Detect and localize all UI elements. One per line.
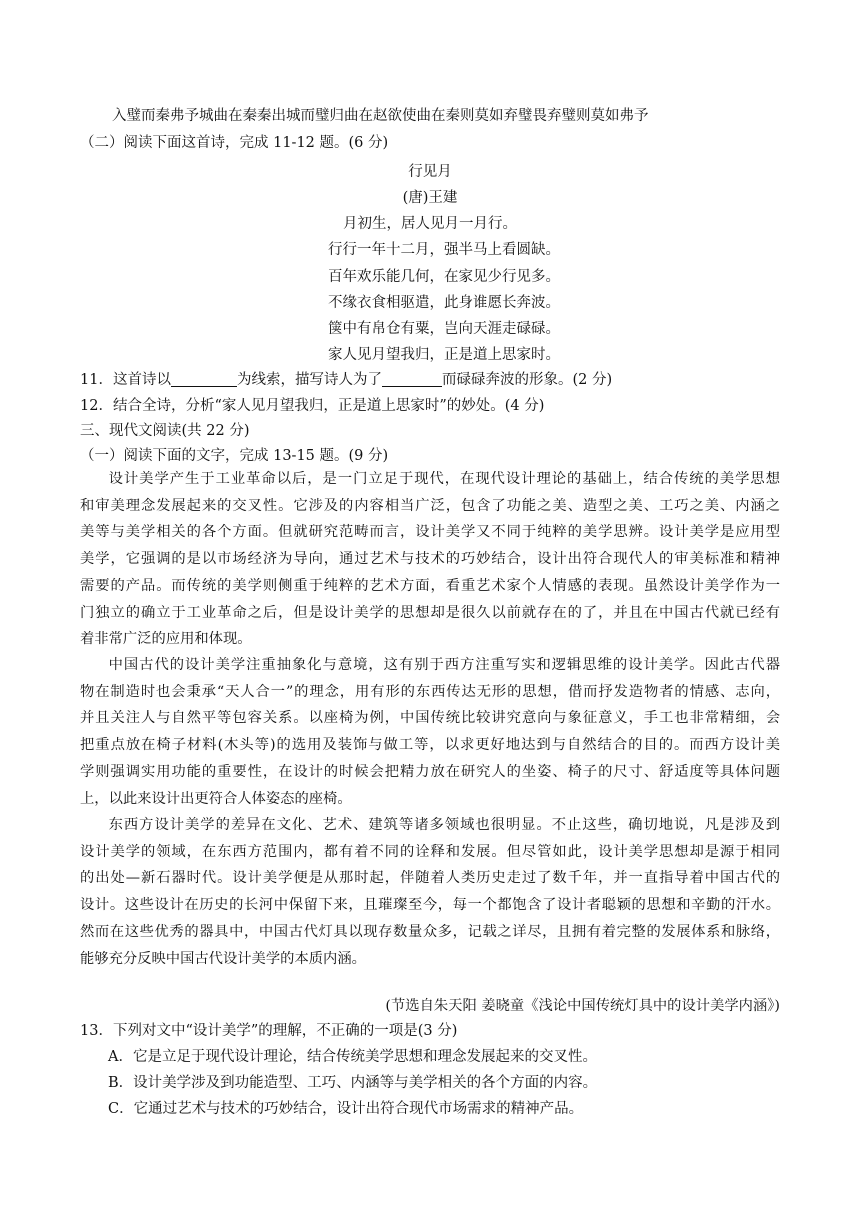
passage-line: 把重点放在椅子材料(木头等)的选用及装饰与做工等，以求更好地达到与自然结合的目的。而西方设计美	[80, 737, 780, 754]
passage-line: 并且关注人与自然平等包容关系。以座椅为例，中国传统比较讲究意向与象征意义，手工也非常精细，会	[80, 710, 780, 727]
q11-blank-1[interactable]	[171, 372, 237, 387]
passage-line: 设计美学的领域，在东西方范围内，都有着不同的诠释和发展。但尽管如此，设计美学思想却是源于相同	[80, 843, 780, 860]
passage-line: 东西方设计美学的差异在文化、艺术、建筑等诸多领域也很明显。不止这些，确切地说，凡是涉及到	[108, 817, 780, 833]
passage-source: (节选自朱天阳 姜晓童《浅论中国传统灯具中的设计美学内涵》)	[385, 998, 780, 1014]
poem-author: (唐)王建	[402, 190, 458, 206]
passage-line: 能够充分反映中国古代设计美学的本质内涵。	[80, 950, 366, 967]
poem-line: 不缘衣食相驱遣，此身谁愿长奔波。	[328, 295, 560, 311]
passage-line: 美学，它强调的是以市场经济为导向，通过艺术与技术的巧妙结合，设计出符合现代人的审美标准和精神	[80, 551, 780, 568]
passage-paragraph-1	[80, 466, 780, 653]
q11-part-a: 11．这首诗以	[80, 372, 171, 388]
poem-line: 百年欢乐能几何，在家见少行见多。	[328, 269, 560, 285]
question-13-stem: 13．下列对文中“设计美学”的理解，不正确的一项是(3 分)	[80, 1023, 458, 1039]
section-heading-poem: （二）阅读下面这首诗，完成 11-12 题。(6 分)	[80, 135, 389, 151]
passage-paragraph-3	[80, 812, 780, 972]
classical-text-line: 入璧而秦弗予城曲在秦秦出城而璧归曲在赵欲使曲在秦则莫如弃璧畏弃璧则莫如弗予	[112, 108, 649, 124]
section-heading-modern: 三、现代文阅读(共 22 分)	[80, 423, 250, 439]
passage-line: 上，以此来设计出更符合人体姿态的座椅。	[80, 790, 352, 807]
passage-line: 美等与美学相关的各个方面。但就研究范畴而言，设计美学又不同于纯粹的美学思辨。设计美学是应用型	[80, 524, 780, 541]
poem-line: 家人见月望我归，正是道上思家时。	[328, 347, 560, 363]
passage-line: 设计美学产生于工业革命以后，是一门立足于现代，在现代设计理论的基础上，结合传统的美学思想	[108, 471, 780, 487]
q13-option-b: B．设计美学涉及到功能造型、工巧、内涵等与美学相关的各个方面的内容。	[108, 1075, 598, 1091]
q11-part-b: 为线索，描写诗人为了	[236, 372, 382, 388]
passage-line: 和审美理念发展起来的交叉性。它涉及的内容相当广泛，包含了功能之美、造型之美、工巧之美、内涵之	[80, 497, 780, 514]
section-heading-reading: （一）阅读下面的文字，完成 13-15 题。(9 分)	[80, 448, 389, 464]
passage-line: 的出处—新石器时代。设计美学便是从那时起，伴随着人类历史走过了数千年，并一直指导着中国古代的	[80, 870, 780, 887]
poem-line: 箧中有帛仓有粟，岂向天涯走碌碌。	[328, 321, 560, 337]
question-12: 12．结合全诗，分析“家人见月望我归，正是道上思家时”的妙处。(4 分)	[80, 398, 545, 414]
q11-part-c: 而碌碌奔波的形象。(2 分)	[441, 372, 613, 388]
poem-title: 行见月	[408, 164, 452, 180]
q13-option-c: C．它通过艺术与技术的巧妙结合，设计出符合现代市场需求的精神产品。	[108, 1101, 584, 1117]
passage-line: 然而在这些优秀的器具中，中国古代灯具以现存数量众多，记载之详尽，且拥有着完整的发展体系和脉络，	[80, 923, 780, 940]
passage-line: 需要的产品。而传统的美学则侧重于纯粹的艺术方面，看重艺术家个人情感的表现。虽然设计美学作为一	[80, 577, 780, 594]
question-11	[80, 370, 612, 390]
passage-line: 着非常广泛的应用和体现。	[80, 631, 252, 648]
passage-line: 学则强调实用功能的重要性，在设计的时候会把精力放在研究人的坐姿、椅子的尺寸、舒适度等具体问题	[80, 763, 780, 780]
passage-line: 门独立的确立于工业革命之后，但是设计美学的思想却是很久以前就存在的了，并且在中国古代就已经有	[80, 604, 780, 621]
passage-line: 设计。这些设计在历史的长河中保留下来，且璀璨至今，每一个都饱含了设计者聪颖的思想和辛勤的汗水。	[80, 897, 780, 914]
q13-option-a: A．它是立足于现代设计理论，结合传统美学思想和理念发展起来的交叉性。	[108, 1049, 597, 1065]
passage-line: 中国古代的设计美学注重抽象化与意境，这有别于西方注重写实和逻辑思维的设计美学。因此古代器	[108, 657, 780, 673]
poem-line: 月初生，居人见月一月行。	[343, 216, 517, 232]
poem-line: 行行一年十二月，强半马上看圆缺。	[328, 242, 560, 258]
passage-paragraph-2	[80, 652, 780, 812]
passage-line: 物在制造时也会秉承“天人合一”的理念，用有形的东西传达无形的思想，借而抒发造物者的情感、志向，	[80, 683, 780, 700]
q11-blank-2[interactable]	[382, 372, 442, 387]
